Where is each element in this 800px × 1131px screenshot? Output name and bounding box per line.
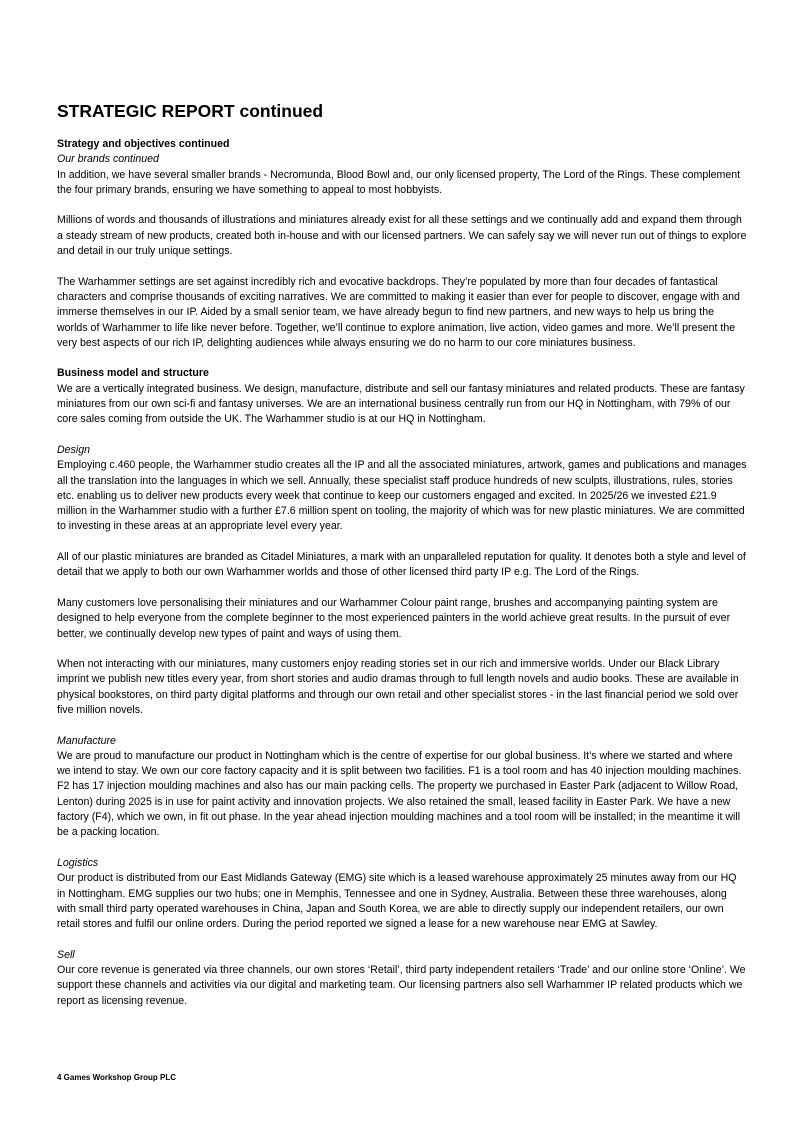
paragraph-warhammer-studio: Employing c.460 people, the Warhammer studio creates all the IP and all the associated miniatures, artwork, games and publications and manages all the translation into the languages in which we sell. Annually, these specialist staff produce hundreds of new sculpts, illustrations, rules, stories etc. enabling us to deliver new products every week that continue to keep our customers engaged and excited. In 2025/26 we invested £21.9 million in the Warhammer studio with a further £7.6 million spent on tooling, the majority of which was for new plastic miniatures. We are committed to investing in these areas at an appropriate level every year. [57, 459, 747, 533]
strategy-block [57, 137, 747, 198]
paragraph-sell: Our core revenue is generated via three channels, our own stores ‘Retail’, third party independent retailers ‘Trade’ and our online store ‘Online’. We support these channels and activities via our digital and marketing team. Our licensing partners also sell Warhammer IP related products which we report as licensing revenue. [57, 964, 746, 1007]
subheading-logistics: Logistics [57, 856, 99, 869]
subheading-our-brands: Our brands continued [57, 153, 159, 166]
paragraph-manufacture: We are proud to manufacture our product in Nottingham which is the centre of expertise for our global business. It’s where we started and where we intend to stay. We own our core factory capacity and it is split between two facilities. F1 is a tool room and has 40 injection moulding machines. F2 has 17 injection moulding machines and also has our main packing cells. The property we purchased in Easter Park (adjacent to Willow Road, Lenton) during 2025 is in use for paint activity and innovation projects. We also retained the small, leased facility in Easter Park. We have a new factory (F4), which we own, in fit out phase. In the year ahead injection moulding machines and a tool room will be installed; in the meantime it will be a packing location. [57, 749, 742, 839]
report-body [57, 137, 747, 1024]
section-heading-business-model: Business model and structure [57, 367, 209, 380]
logistics-block [57, 856, 747, 932]
design-block [57, 443, 747, 535]
paragraph-black-library: When not interacting with our miniatures, many customers enjoy reading stories set in our rich and immersive worlds. Under our Black Library imprint we publish new titles every year, from short stories and audio dramas through to full length novels and audio books. These are available in physical bookstores, on third party digital platforms and through our own retail and other specialist stores - in the last financial period we sold over five million novels. [57, 658, 739, 716]
paragraph-smaller-brands: In addition, we have several smaller brands - Necromunda, Blood Bowl and, our only licensed property, The Lord of the Rings. These complement the four primary brands, ensuring we have something to appeal to most hobbyists. [57, 168, 741, 196]
page-footer: 4 Games Workshop Group PLC [57, 1073, 176, 1082]
subheading-design: Design [57, 443, 90, 456]
paragraph-citadel-miniatures: All of our plastic miniatures are branded as Citadel Miniatures, a mark with an unparalleled reputation for quality. It denotes both a style and level of detail that we apply to both our own Warhammer worlds and those of other licensed third party IP e.g. The Lord of the Rings. [57, 551, 746, 579]
subheading-manufacture: Manufacture [57, 734, 116, 747]
paragraph-vertically-integrated: We are a vertically integrated business. We design, manufacture, distribute and sell our fantasy miniatures and related products. These are fantasy miniatures from our own sci-fi and fantasy universes. We are an international business centrally run from our HQ in Nottingham, with 79% of our core sales coming from outside the UK. The Warhammer studio is at our HQ in Nottingham. [57, 382, 745, 426]
manufacture-block [57, 734, 747, 841]
section-heading-strategy: Strategy and objectives continued [57, 138, 230, 150]
paragraph-warhammer-colour: Many customers love personalising their miniatures and our Warhammer Colour paint range, brushes and accompanying painting system are designed to help everyone from the complete beginner to the most experienced painters in the world achieve great results. In the pursuit of ever better, we continually develop new types of paint and ways of using them. [57, 596, 731, 640]
paragraph-logistics: Our product is distributed from our East Midlands Gateway (EMG) site which is a leased warehouse approximately 25 minutes away from our HQ in Nottingham. EMG supplies our two hubs; one in Memphis, Tennessee and one in Sydney, Australia. Between these three warehouses, along with small third party operated warehouses in China, Japan and South Korea, we are able to directly supply our independent retailers, our own retail stores and fulfil our online orders. During the period reported we signed a lease for a new warehouse near EMG at Sawley. [57, 872, 737, 931]
paragraph-millions-of-words: Millions of words and thousands of illustrations and miniatures already exist for all these settings and we continually add and expand them through a steady stream of new products, created both in-house and with our licensed partners. We can safely say we will never run out of things to explore and detail in our truly unique settings. [57, 214, 747, 258]
paragraph-warhammer-settings: The Warhammer settings are set against incredibly rich and evocative backdrops. They’re populated by more than four decades of fantastical characters and comprise thousands of exciting narratives. We are committed to making it easier than ever for people to discover, engage with and immerse themselves in our IP. Aided by a small senior team, we have already begun to find new partners, and new ways to help us bring the worlds of Warhammer to life like never before. Together, we’ll continue to explore animation, live action, video games and more. We’ll present the very best aspects of our rich IP, delighting audiences while always ensuring we do no harm to our core miniatures business. [57, 275, 740, 349]
sell-block [57, 948, 747, 1009]
subheading-sell: Sell [57, 948, 75, 961]
page-title: STRATEGIC REPORT continued [57, 101, 324, 121]
business-model-block [57, 366, 747, 427]
